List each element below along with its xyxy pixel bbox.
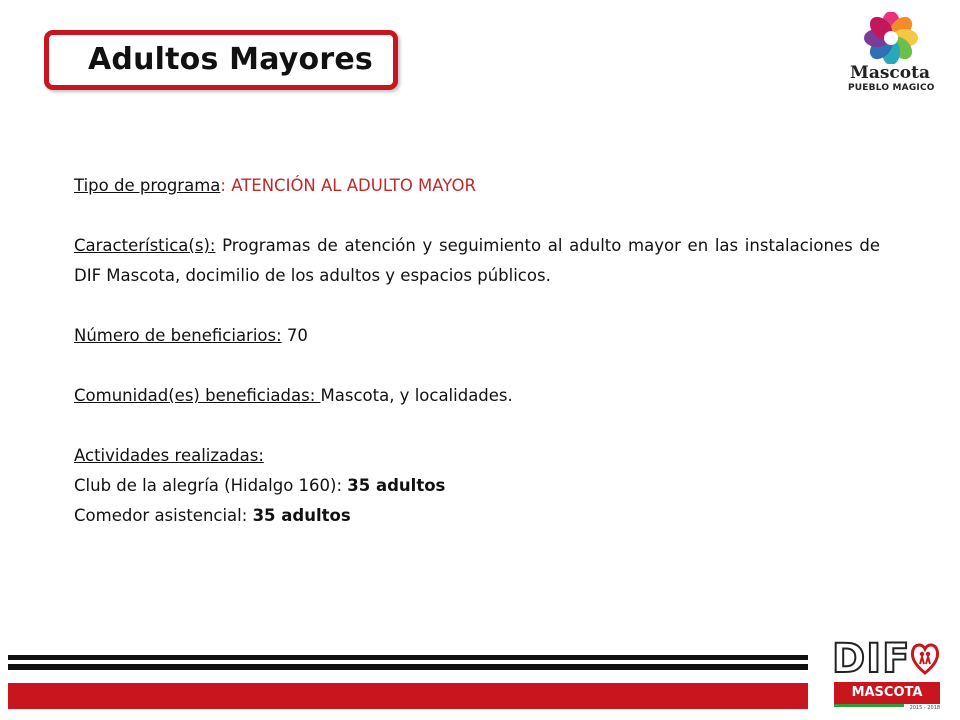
logo-green-underline [834,704,904,707]
page-title: Adultos Mayores [88,42,373,77]
mascota-pueblo-magico-logo [836,12,946,98]
beneficiaries-value: 70 [281,326,308,345]
characteristics-line [74,231,880,291]
dif-mascota-logo [832,636,944,714]
beneficiaries-line [74,321,880,351]
characteristics-label: Característica(s): [74,236,216,255]
dif-logo-place: MASCOTA [834,682,940,704]
program-details [74,171,880,531]
logo-pueblo-magico-text: PUEBLO MAGICO [848,83,935,93]
activity-item [74,471,880,501]
family-heart-icon [910,640,940,676]
communities-line [74,381,880,411]
footer-black-stripe [8,655,808,660]
flower-logo-icon [836,12,946,64]
program-type-value: ATENCIÓN AL ADULTO MAYOR [231,176,476,195]
beneficiaries-label: Número de beneficiarios: [74,326,282,345]
activities-label: Actividades realizadas: [74,446,264,465]
dif-logo-letters: DIF [832,636,911,682]
logo-mascota-text: Mascota [850,63,930,83]
footer-red-band [8,683,808,709]
footer-black-stripe [8,664,808,670]
activities-line [74,441,880,471]
activity-count: 35 adultos [347,476,446,495]
communities-value: Mascota, y localidades. [320,386,513,405]
communities-label: Comunidad(es) beneficiadas: [74,386,321,405]
characteristics-value: Programas de atención y seguimiento al adulto mayor en las instalaciones de DIF Mascota, docimilio de los adultos y espacios públicos. [74,236,880,285]
activity-name: Club de la alegría (Hidalgo 160): [74,476,348,495]
program-type-separator: : [220,176,232,195]
program-type-label: Tipo de programa [74,176,221,195]
activity-name: Comedor asistencial: [74,506,253,525]
program-type-line [74,171,880,201]
activity-count: 35 adultos [252,506,351,525]
dif-logo-years: 2015 - 2018 [909,705,940,711]
activity-item [74,501,880,531]
